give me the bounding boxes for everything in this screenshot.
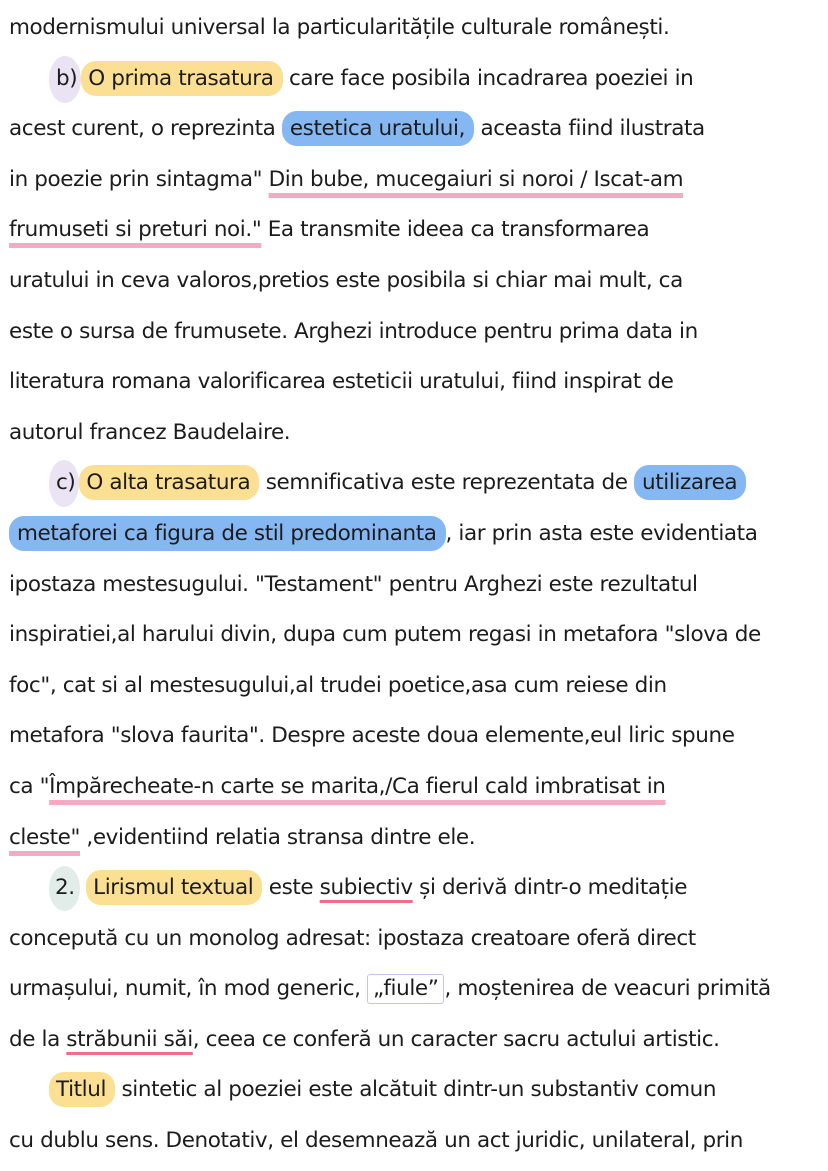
- text-run: uratului in ceva valoros,pretios este posibila si chiar mai mult, ca: [9, 267, 683, 293]
- yellow-highlighted-text: Lirismul textual: [86, 870, 262, 905]
- text-run: concepută cu un monolog adresat: ipostaza creatoare oferă direct: [9, 925, 696, 951]
- text-line: [9, 1065, 822, 1116]
- text-run: , ceea ce conferă un caracter sacru actului artistic.: [192, 1026, 720, 1052]
- text-line: [9, 205, 822, 256]
- blue-highlighted-text: utilizarea: [634, 465, 746, 500]
- boxed-text: „fiule”: [367, 974, 444, 1004]
- text-run: ipostaza mestesugului. "Testament" pentru Arghezi este rezultatul: [9, 571, 698, 597]
- text-line: [9, 104, 822, 155]
- blue-highlighted-text: metaforei ca figura de stil predominanta: [9, 516, 446, 551]
- text-run: foc", cat si al mestesugului,al trudei poetice,asa cum reiese din: [9, 672, 667, 698]
- pink-underlined-quote: Din bube, mucegaiuri si noroi / Iscat-am: [268, 166, 684, 192]
- text-run: semnificativa este reprezentata de: [259, 470, 634, 496]
- text-line: [9, 560, 822, 611]
- text-line: [9, 458, 822, 509]
- text-run: urmașului, numit, în mod generic,: [9, 976, 367, 1002]
- text-line: [9, 1015, 822, 1066]
- text-run: care face posibila incadrarea poeziei in: [282, 65, 694, 91]
- text-run: autorul francez Baudelaire.: [9, 419, 291, 445]
- text-line: [9, 307, 822, 358]
- text-run: , iar prin asta este evidentiata: [445, 520, 758, 546]
- text-line: [9, 813, 822, 864]
- pink-underlined-quote: Împărecheate-n carte se marita,/Ca fierul cald imbratisat in: [49, 773, 666, 799]
- text-run: in poezie prin sintagma": [9, 166, 269, 192]
- text-line: [9, 762, 822, 813]
- list-marker-highlighted: 2.: [49, 866, 80, 911]
- text-run: de la: [9, 1026, 67, 1052]
- text-line: [9, 1116, 822, 1167]
- text-run: Ea transmite ideea ca transformarea: [261, 217, 650, 243]
- yellow-highlighted-text: O prima trasatura: [81, 61, 282, 96]
- text-run: ,evidentiind relatia stransa dintre ele.: [79, 824, 476, 850]
- pink-underlined-quote: cleste": [9, 824, 80, 850]
- text-line: [9, 54, 822, 105]
- text-run: acest curent, o reprezinta: [9, 116, 282, 142]
- text-run: literatura romana valorificarea esteticii uratului, fiind inspirat de: [9, 369, 674, 395]
- list-marker-highlighted: c): [49, 460, 79, 507]
- text-line: [9, 711, 822, 762]
- text-run: metafora "slova faurita". Despre aceste doua elemente,eul liric spune: [9, 723, 735, 749]
- text-line: [9, 914, 822, 965]
- yellow-highlighted-text: O alta trasatura: [79, 465, 259, 500]
- text-line: [9, 661, 822, 712]
- text-line: [9, 155, 822, 206]
- red-underlined-text: străbunii săi: [66, 1026, 193, 1052]
- blue-highlighted-text: estetica uratului,: [282, 111, 474, 146]
- text-run: cu dublu sens. Denotativ, el desemnează un act juridic, unilateral, prin: [9, 1128, 743, 1154]
- text-run: ca ": [9, 773, 50, 799]
- text-line: [9, 3, 822, 54]
- text-run: este: [262, 875, 320, 901]
- text-line: [9, 256, 822, 307]
- text-line: [9, 863, 822, 914]
- text-line: [9, 357, 822, 408]
- pink-underlined-quote: frumuseti si preturi noi.": [9, 217, 262, 243]
- text-line: [9, 509, 822, 560]
- yellow-highlighted-text: Titlul: [49, 1072, 115, 1107]
- text-line: [9, 610, 822, 661]
- text-run: inspiratiei,al harului divin, dupa cum putem regasi in metafora "slova de: [9, 622, 761, 648]
- text-run: aceasta fiind ilustrata: [474, 116, 705, 142]
- text-run: este o sursa de frumusete. Arghezi introduce pentru prima data in: [9, 318, 698, 344]
- red-underlined-text: subiectiv: [319, 875, 413, 901]
- list-marker-highlighted: b): [49, 56, 81, 103]
- text-run: modernismului universal la particularitățile culturale românești.: [9, 15, 670, 40]
- text-run: sintetic al poeziei este alcătuit dintr-un substantiv comun: [115, 1077, 717, 1103]
- text-line: [9, 964, 822, 1015]
- text-run: , moștenirea de veacuri primită: [444, 976, 771, 1002]
- text-line: [9, 408, 822, 459]
- text-run: și derivă dintr-o meditație: [412, 875, 688, 901]
